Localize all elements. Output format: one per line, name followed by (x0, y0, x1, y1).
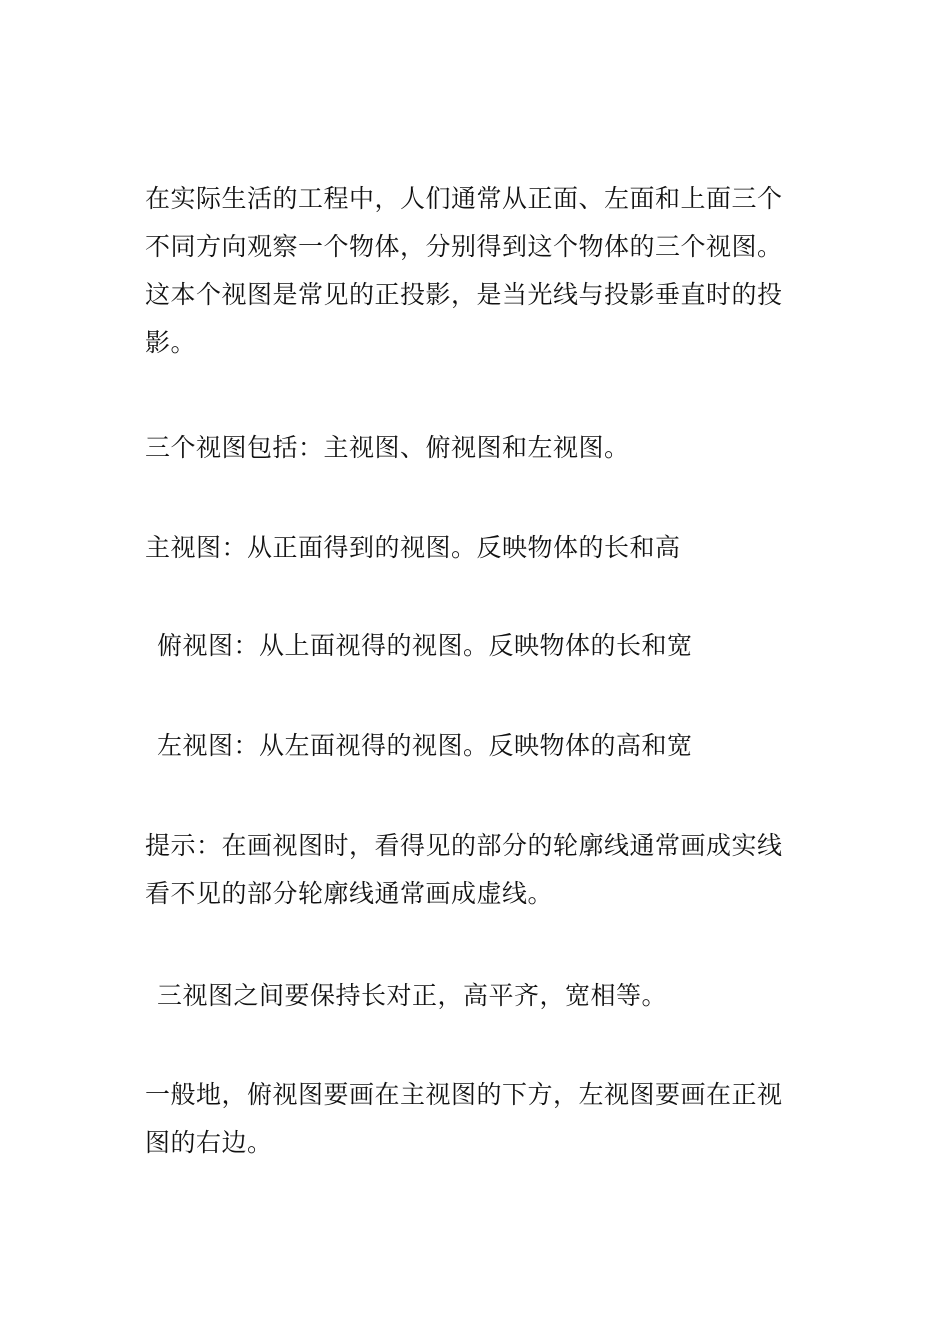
text-line: 三个视图包括：主视图、俯视图和左视图。 (145, 433, 630, 462)
text-line: 左视图：从左面视得的视图。反映物体的高和宽 (157, 731, 693, 760)
text-line: 这本个视图是常见的正投影，是当光线与投影垂直时的投 (145, 280, 783, 309)
text-line: 一般地，俯视图要画在主视图的下方，左视图要画在正视 (145, 1080, 783, 1109)
paragraph-placement (145, 1071, 810, 1167)
text-line: 提示：在画视图时，看得见的部分的轮廓线通常画成实线 (145, 831, 783, 860)
text-line: 看不见的部分轮廓线通常画成虚线。 (145, 879, 554, 908)
text-line: 俯视图：从上面视得的视图。反映物体的长和宽 (157, 631, 693, 660)
text-line: 三视图之间要保持长对正，高平齐，宽相等。 (157, 981, 668, 1010)
paragraph-intro (145, 175, 810, 367)
paragraph-front-view (145, 524, 810, 572)
text-line: 在实际生活的工程中，人们通常从正面、左面和上面三个 (145, 184, 783, 213)
text-line: 图的右边。 (145, 1128, 273, 1157)
paragraph-hint (145, 822, 810, 918)
paragraph-three-views (145, 424, 810, 472)
text-line: 影。 (145, 328, 197, 357)
text-line: 主视图：从正面得到的视图。反映物体的长和高 (145, 533, 681, 562)
paragraph-rule (157, 972, 822, 1020)
paragraph-left-view (157, 722, 822, 770)
text-line: 不同方向观察一个物体，分别得到这个物体的三个视图。 (145, 232, 783, 261)
paragraph-top-view (157, 622, 822, 670)
